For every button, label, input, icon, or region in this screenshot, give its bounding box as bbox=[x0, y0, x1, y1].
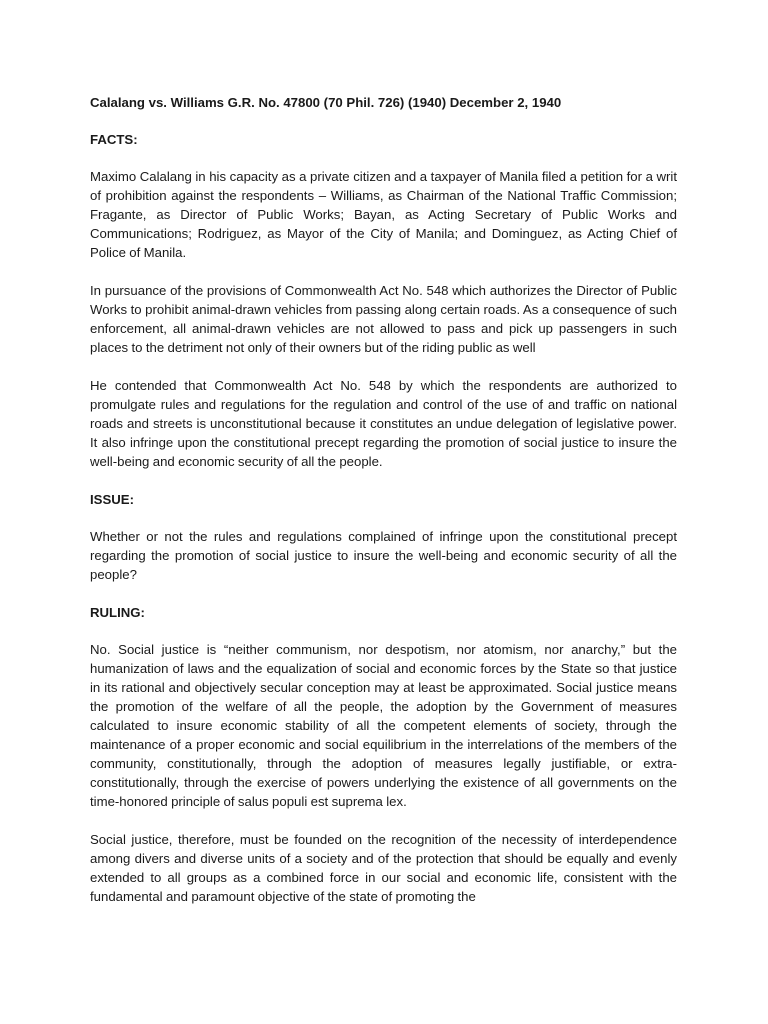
facts-heading: FACTS: bbox=[90, 132, 138, 147]
ruling-paragraph-1: No. Social justice is “neither communism, nor despotism, nor atomism, nor anarchy,” but the humanization of laws and the equalization of social and economic forces by the State so that justice in its rational and objectively secular conception may at least be approximated. Social justice means the promotion of the welfare of all the people, the adoption by the Government of measures calculated to insure economic stability of all the competent elements of society, through the maintenance of a proper economic and social equilibrium in the interrelations of the members of the community, constitutionally, through the adoption of measures legally justifiable, or extra-constitutionally, through the exercise of powers underlying the existence of all governments on the time-honored principle of salus populi est suprema lex. bbox=[90, 642, 677, 809]
case-title: Calalang vs. Williams G.R. No. 47800 (70 Phil. 726) (1940) December 2, 1940 bbox=[90, 95, 562, 110]
ruling-paragraph-2: Social justice, therefore, must be founded on the recognition of the necessity of interdependence among divers and diverse units of a society and of the protection that should be equally and evenly extended to all groups as a combined force in our social and economic life, consistent with the fundamental and paramount objective of the state of promoting the bbox=[90, 832, 677, 904]
facts-paragraph-1: Maximo Calalang in his capacity as a private citizen and a taxpayer of Manila filed a petition for a writ of prohibition against the respondents – Williams, as Chairman of the National Traffic Commission; Fragante, as Director of Public Works; Bayan, as Acting Secretary of Public Works and Communications; Rodriguez, as Mayor of the City of Manila; and Dominguez, as Acting Chief of Police of Manila. bbox=[90, 169, 677, 260]
facts-paragraph-3: He contended that Commonwealth Act No. 548 by which the respondents are authorized to promulgate rules and regulations for the regulation and control of the use of and traffic on national roads and streets is unconstitutional because it constitutes an undue delegation of legislative power. It also infringe upon the constitutional precept regarding the promotion of social justice to insure the well-being and economic security of all the people. bbox=[90, 378, 677, 469]
facts-paragraph-2: In pursuance of the provisions of Commonwealth Act No. 548 which authorizes the Director of Public Works to prohibit animal-drawn vehicles from passing along certain roads. As a consequence of such enforcement, all animal-drawn vehicles are not allowed to pass and pick up passengers in such places to the detriment not only of their owners but of the riding public as well bbox=[90, 283, 677, 355]
document-page bbox=[90, 93, 677, 925]
issue-paragraph: Whether or not the rules and regulations complained of infringe upon the constitutional precept regarding the promotion of social justice to insure the well-being and economic security of all the people? bbox=[90, 529, 677, 582]
ruling-heading: RULING: bbox=[90, 605, 145, 620]
issue-heading: ISSUE: bbox=[90, 492, 134, 507]
